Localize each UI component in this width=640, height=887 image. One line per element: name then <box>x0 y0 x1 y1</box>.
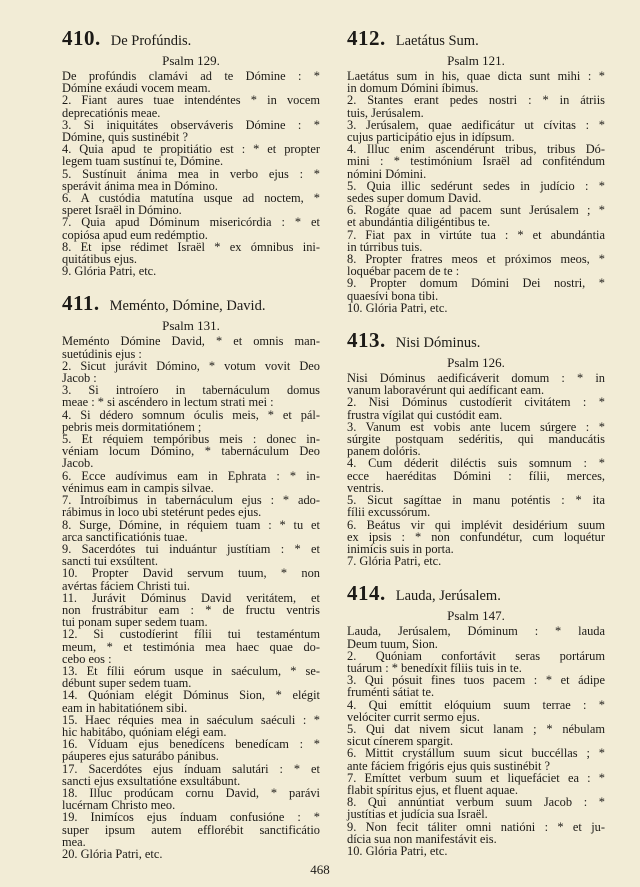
verse-line: 6. Rogáte quae ad pacem sunt Jerúsalem ; * <box>347 203 605 218</box>
verse-line: quaesívi bona tibi. <box>347 288 439 303</box>
verse-line: 8. Surge, Dómine, in réquiem tuam : * tu et <box>62 517 320 532</box>
psalm-heading <box>62 291 320 318</box>
verse-line: 3. Vanum est vobis ante lucem súrgere : * <box>347 419 605 434</box>
psalm-heading <box>62 26 320 53</box>
verse-line: sancti ejus exsultatióne exsultábunt. <box>62 773 241 788</box>
verse-block <box>347 625 605 857</box>
verse-line: 20. Glória Patri, etc. <box>62 846 163 861</box>
psalm-heading <box>347 581 605 608</box>
psalm-number: 414. <box>347 581 386 606</box>
verse-line: Meménto Dómine David, * et omnis man- <box>62 334 320 349</box>
page-number: 468 <box>310 862 330 877</box>
verse-line: meae : * si ascéndero in lectum strati mei : <box>62 395 274 410</box>
verse-block <box>62 335 320 860</box>
verse-line: vanum laboravérunt qui aedíficant eam. <box>347 383 545 398</box>
psalm-number: 412. <box>347 26 386 50</box>
verse-block <box>347 70 605 314</box>
psalm-number: 410. <box>62 26 101 50</box>
verse-line: nómini Dómini. <box>347 166 427 181</box>
verse-block <box>347 372 605 567</box>
verse-line: 9. Sacerdótes tui induántur justítiam : * et <box>62 541 320 556</box>
psalm-section <box>62 291 320 860</box>
verse-line: suetúdinis ejus : <box>62 346 142 361</box>
verse-line: justítias et judícia sua Israël. <box>347 807 488 822</box>
verse-line: 4. Cum déderit diléctis suis somnum : * <box>347 456 605 471</box>
verse-line: 9. Glória Patri, etc. <box>62 264 157 279</box>
verse-line: 18. Illuc prodúcam cornu David, * parávi <box>62 785 320 800</box>
verse-line: ante fáciem frigóris ejus quis sustinébit ? <box>347 758 551 773</box>
verse-line: fílii excussórum. <box>347 505 431 520</box>
verse-line: arca sanctificatiónis tuae. <box>62 529 188 544</box>
verse-line: 3. Jerúsalem, quae aedificátur ut cívitas : * <box>347 117 605 132</box>
verse-line: 14. Quóniam elégit Dóminus Sion, * elégit <box>62 688 320 703</box>
psalm-title: Laetátus Sum. <box>395 33 479 49</box>
verse-line: 5. Quia illic sedérunt sedes in judício : * <box>347 178 605 193</box>
verse-line: 5. Sustínuit ánima mea in verbo ejus : * <box>62 166 320 181</box>
verse-line: sicut cínerem spargit. <box>347 734 454 749</box>
verse-line: páuperes ejus saturábo pánibus. <box>62 749 219 764</box>
verse-line: 2. Nisi Dóminus custodíerit civitátem : * <box>347 395 605 410</box>
verse-line: 10. Glória Patri, etc. <box>347 300 448 315</box>
verse-line: Jacob : <box>62 371 97 386</box>
right-column <box>347 26 605 871</box>
verse-line: 10. Propter David servum tuum, * non <box>62 566 320 581</box>
verse-line: 6. Beátus vir qui implévit desidérium suum <box>347 517 605 532</box>
verse-line: 4. Si dédero somnum óculis meis, * et pál- <box>62 407 320 422</box>
verse-line: cebo eos : <box>62 651 112 666</box>
psalm-title: Meménto, Dómine, David. <box>109 298 266 315</box>
verse-line: 16. Víduam ejus benedícens benedícam : * <box>62 737 320 752</box>
verse-line: meum, * et testimónia mea haec quae do- <box>62 639 320 654</box>
psalm-reference: Psalm 129. <box>162 53 220 68</box>
verse-line: 7. Introíbimus in tabernáculum ejus : * ado- <box>62 493 320 508</box>
psalm-title: De Profúndis. <box>110 33 192 49</box>
verse-line: Dómine, quis sustinébit ? <box>62 130 188 145</box>
verse-line: pebris meis dormitatiónem ; <box>62 419 202 434</box>
verse-line: ventris. <box>347 480 384 495</box>
psalm-reference: Psalm 131. <box>162 318 220 334</box>
verse-line: tuis, Jerúsalem. <box>347 105 424 120</box>
verse-line: 5. Et réquiem tempóribus meis : donec in- <box>62 432 320 447</box>
verse-line: 8. Qui annúntiat verbum suum Jacob : * <box>347 795 605 810</box>
psalm-number: 411. <box>62 291 100 316</box>
verse-line: De profúndis clamávi ad te Dómine : * <box>62 69 320 83</box>
verse-line: 7. Glória Patri, etc. <box>347 554 442 569</box>
verse-line: lucérnam Christo meo. <box>62 798 176 813</box>
psalm-section <box>62 26 320 277</box>
left-column <box>62 26 320 874</box>
verse-line: 2. Fiant aures tuae intendéntes * in vocem <box>62 93 320 108</box>
verse-line: Dómine exáudi vocem meam. <box>62 81 211 96</box>
psalm-section <box>347 26 605 314</box>
verse-line: 6. A custódia matutína usque ad noctem, * <box>62 191 320 206</box>
verse-line: flabit spíritus ejus, et fluent aquae. <box>347 782 519 797</box>
verse-line: 3. Si iniquitátes observáveris Dómine : * <box>62 117 320 132</box>
verse-line: panem dolóris. <box>347 444 421 459</box>
psalm-section <box>347 328 605 567</box>
verse-line: 19. Inimícos ejus índuam confusióne : * <box>62 810 320 825</box>
verse-line: Deum tuum, Sion. <box>347 636 438 651</box>
verse-line: 11. Jurávit Dóminus David veritátem, et <box>62 590 320 605</box>
verse-line: ex ipsis : * non confundétur, cum loquétur <box>347 529 605 544</box>
verse-line: 7. Quia apud Dóminum misericórdia : * et <box>62 215 320 230</box>
verse-line: 4. Illuc enim ascendérunt tribus, tribus Dó- <box>347 142 605 157</box>
verse-line: 3. Si introíero in tabernáculum domus <box>62 383 320 398</box>
verse-line: 2. Sicut jurávit Dómino, * votum vovit Deo <box>62 358 320 373</box>
verse-line: quitátibus ejus. <box>62 252 138 267</box>
verse-line: deprecatiónis meae. <box>62 105 161 120</box>
verse-line: Nisi Dóminus aedificáverit domum : * in <box>347 371 605 386</box>
verse-line: 4. Qui emíttit elóquium suum terrae : * <box>347 697 605 712</box>
verse-line: 17. Sacerdótes ejus índuam salutári : * et <box>62 761 320 776</box>
verse-line: 8. Propter fratres meos et próximos meos, * <box>347 252 605 267</box>
verse-line: hic habitábo, quóniam elégi eam. <box>62 724 227 739</box>
verse-line: 6. Mittit crystállum suum sicut buccéllas ; * <box>347 746 605 761</box>
verse-line: sancti tui exsúltent. <box>62 554 159 569</box>
verse-line: in túrribus tuis. <box>347 239 423 254</box>
verse-line: 2. Quóniam confortávit seras portárum <box>347 648 605 663</box>
psalm-title: Nisi Dóminus. <box>395 335 481 352</box>
verse-line: 7. Emíttet verbum suum et liquefáciet ea : * <box>347 770 605 785</box>
verse-line: 2. Stantes erant pedes nostri : * in átriis <box>347 93 605 108</box>
verse-line: frustra vígilat qui custódit eam. <box>347 407 503 422</box>
verse-line: non frustrábitur eam : * de fructu ventris <box>62 602 320 617</box>
verse-line: 13. Et fílii eórum usque in saéculum, * se- <box>62 663 320 678</box>
verse-line: et abundántia diligéntibus te. <box>347 215 491 230</box>
verse-line: in domum Dómini íbimus. <box>347 81 479 96</box>
verse-line: 15. Haec réquies mea in saéculum saéculi : * <box>62 712 320 727</box>
verse-line: speret Israël in Dómino. <box>62 203 182 218</box>
verse-line: 3. Qui pósuit fines tuos pacem : * et ádipe <box>347 673 605 688</box>
verse-line: Laetátus sum in his, quae dicta sunt mihi : * <box>347 69 605 83</box>
psalm-number: 413. <box>347 328 386 353</box>
psalm-reference: Psalm 147. <box>447 608 505 624</box>
verse-line: fruménti sátiat te. <box>347 685 435 700</box>
verse-block <box>62 70 320 277</box>
verse-line: vénimus eam in campis silvae. <box>62 480 214 495</box>
verse-line: 9. Propter domum Dómini Dei nostri, * <box>347 276 605 291</box>
verse-line: 8. Et ipse rédimet Israël * ex ómnibus ini- <box>62 239 320 254</box>
verse-line: débunt super sedem tuam. <box>62 676 192 691</box>
verse-line: 12. Si custodíerint fílii tui testaméntum <box>62 627 320 642</box>
verse-line: 7. Fiat pax in virtúte tua : * et abundántia <box>347 227 605 242</box>
psalm-reference: Psalm 121. <box>447 53 505 68</box>
verse-line: Jacob. <box>62 456 94 471</box>
verse-line: sperávit ánima mea in Dómino. <box>62 178 218 193</box>
verse-line: eam in habitatiónem sibi. <box>62 700 188 715</box>
verse-line: inimícis suis in porta. <box>347 541 454 556</box>
verse-line: 10. Glória Patri, etc. <box>347 843 448 858</box>
verse-line: ecce haeréditas Dómini : fílii, merces, <box>347 468 605 483</box>
verse-line: 6. Ecce audívimus eam in Ephrata : * in- <box>62 468 320 483</box>
psalm-section <box>347 581 605 857</box>
verse-line: dícia sua non manifestávit eis. <box>347 831 497 846</box>
verse-line: Lauda, Jerúsalem, Dóminum : * lauda <box>347 624 605 639</box>
verse-line: 9. Non fecit táliter omni natióni : * et ju- <box>347 819 605 834</box>
verse-line: velóciter currit sermo ejus. <box>347 709 480 724</box>
psalm-reference: Psalm 126. <box>447 355 505 371</box>
verse-line: legem tuam sustínui te, Dómine. <box>62 154 224 169</box>
verse-line: avértas fáciem Christi tui. <box>62 578 190 593</box>
verse-line: 5. Sicut sagíttae in manu poténtis : * ita <box>347 493 605 508</box>
verse-line: mea. <box>62 834 86 849</box>
psalm-title: Lauda, Jerúsalem. <box>395 588 501 605</box>
verse-line: rábimus in loco ubi stetérunt pedes ejus. <box>62 505 262 520</box>
verse-line: tuárum : * benedíxit fíliis tuis in te. <box>347 660 522 675</box>
verse-line: mini : * testimónium Israël ad confiténdum <box>347 154 605 169</box>
verse-line: copiósa apud eum redémptio. <box>62 227 208 242</box>
psalm-heading <box>347 26 605 53</box>
verse-line: tui ponam super sedem tuam. <box>62 615 208 630</box>
verse-line: super ipsum autem efflorébit sanctificátio <box>62 822 320 837</box>
verse-line: 5. Qui dat nivem sicut lanam ; * nébulam <box>347 721 605 736</box>
verse-line: 4. Quia apud te propitiátio est : * et propter <box>62 142 320 157</box>
verse-line: sedes super domum David. <box>347 191 482 206</box>
verse-line: súrgite postquam sedéritis, qui manducátis <box>347 432 605 447</box>
verse-line: loquébar pacem de te : <box>347 264 460 279</box>
psalm-heading <box>347 328 605 355</box>
verse-line: véniam locum Dómino, * tabernáculum Deo <box>62 444 320 459</box>
verse-line: cujus participátio ejus in idípsum. <box>347 130 515 145</box>
